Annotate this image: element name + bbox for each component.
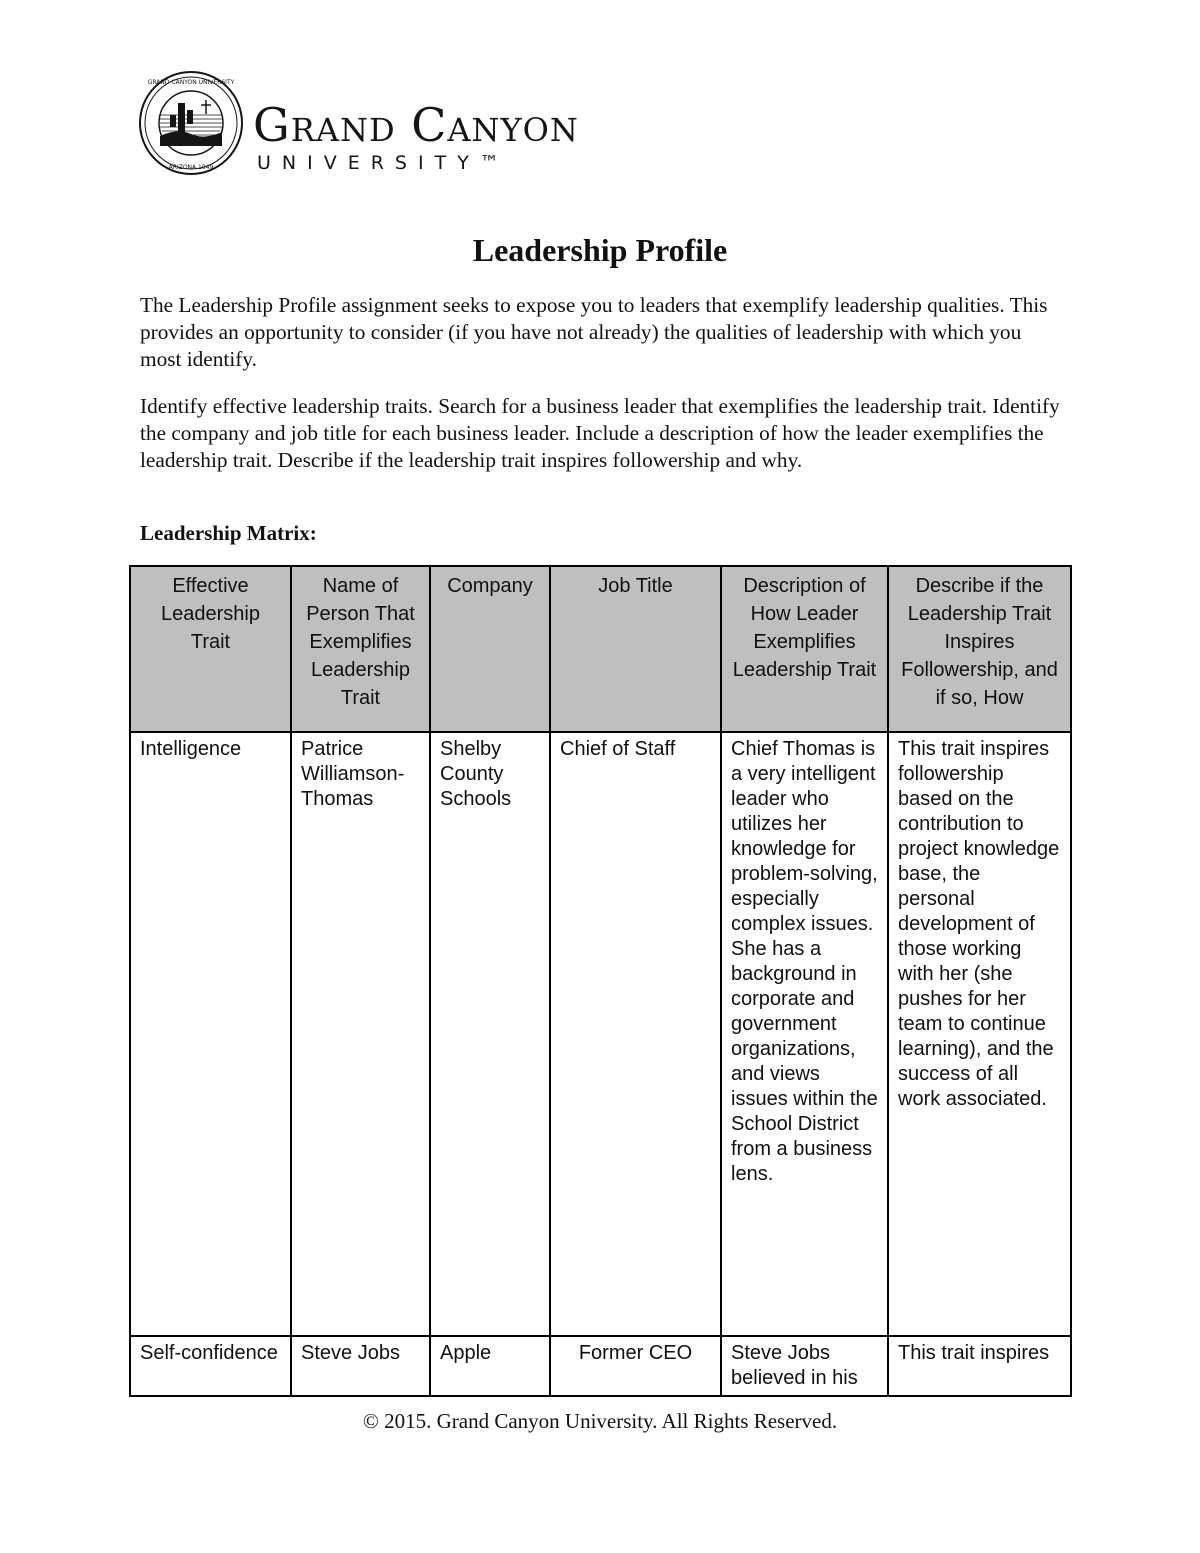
university-seal-icon <box>138 70 248 176</box>
intro-paragraph: The Leadership Profile assignment seeks to expose you to leaders that exemplify leadership qualities. This provides an opportunity to consider (if you have not already) the qualities of leadership with which you most identify. <box>140 293 1048 371</box>
copyright-footer: © 2015. Grand Canyon University. All Rights Reserved. <box>362 1409 838 1433</box>
wordmark-line2: UNIVERSITY™ <box>257 152 510 174</box>
cell-followership: This trait inspires <box>888 1336 1071 1396</box>
cell-trait: Intelligence <box>130 732 291 1336</box>
cell-job-title: Former CEO <box>550 1336 721 1396</box>
cell-followership: This trait inspires followership based on the contribution to project knowledge base, the personal development of those working with her (she pushes for her team to continue learning), and the success of all work associated. <box>888 732 1071 1336</box>
cell-description: Chief Thomas is a very intelligent leader who utilizes her knowledge for problem-solving, especially complex issues. She has a background in corporate and government organizations, and views issues within the School District from a business lens. <box>721 732 888 1336</box>
header-job-title: Job Title <box>550 566 721 732</box>
wordmark-line1: Grand Canyon <box>253 98 579 152</box>
cell-company: Apple <box>430 1336 550 1396</box>
cell-description: Steve Jobs believed in his <box>721 1336 888 1396</box>
cell-company: Shelby County Schools <box>430 732 550 1336</box>
leadership-matrix-table <box>129 565 1072 1397</box>
header-company: Company <box>430 566 550 732</box>
university-logo <box>138 70 618 180</box>
cell-job-title: Chief of Staff <box>550 732 721 1336</box>
matrix-label: Leadership Matrix: <box>140 521 317 545</box>
instructions-paragraph: Identify effective leadership traits. Search for a business leader that exemplifies the leadership trait. Identify the company and job title for each business leader. Include a description of how the leader exemplifies the leadership trait. Describe if the leadership trait inspires followership and why. <box>140 394 1060 472</box>
header-trait: Effective Leadership Trait <box>130 566 291 732</box>
table-row <box>130 1336 1071 1396</box>
table-header-row <box>130 566 1071 732</box>
cell-person: Patrice Williamson-Thomas <box>291 732 430 1336</box>
university-wordmark <box>253 98 579 174</box>
svg-text:ARIZONA 1949: ARIZONA 1949 <box>168 164 214 171</box>
svg-text:GRAND CANYON UNIVERSITY: GRAND CANYON UNIVERSITY <box>147 79 235 86</box>
header-person: Name of Person That Exemplifies Leadership Trait <box>291 566 430 732</box>
page-title: Leadership Profile <box>472 232 728 268</box>
header-followership: Describe if the Leadership Trait Inspires Followership, and if so, How <box>888 566 1071 732</box>
table-row <box>130 732 1071 1336</box>
header-description: Description of How Leader Exemplifies Leadership Trait <box>721 566 888 732</box>
cell-trait: Self-confidence <box>130 1336 291 1396</box>
cell-person: Steve Jobs <box>291 1336 430 1396</box>
